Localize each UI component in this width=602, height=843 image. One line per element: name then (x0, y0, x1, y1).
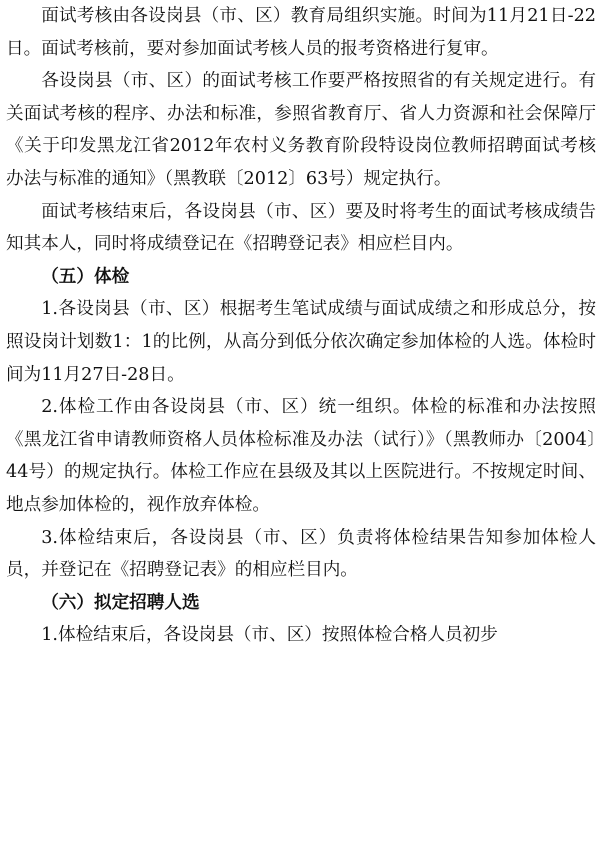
section-heading-physical-exam: （五）体检 (41, 266, 130, 287)
physical-exam-item-3: 3.体检结束后，各设岗县（市、区）负责将体检结果告知参加体检人员，并登记在《招聘登记表》的相应栏目内。 (6, 527, 596, 581)
physical-exam-item-1: 1.各设岗县（市、区）根据考生笔试成绩与面试成绩之和形成总分，按照设岗计划数1：1的比例，从高分到低分依次确定参加体检的人选。体检时间为11月27日-28日。 (6, 299, 596, 385)
physical-exam-item-2: 2.体检工作由各设岗县（市、区）统一组织。体检的标准和办法按照《黑龙江省申请教师资格人员体检标准及办法（试行）》（黑教师办〔2004〕44号）的规定执行。体检工作应在县级及其以上医院进行。不按规定时间、地点参加体检的，视作放弃体检。 (6, 397, 596, 515)
paragraph-interview-rules: 各设岗县（市、区）的面试考核工作要严格按照省的有关规定进行。有关面试考核的程序、办法和标准，参照省教育厅、省人力资源和社会保障厅《关于印发黑龙江省2012年农村义务教育阶段特设岗位教师招聘面试考核办法与标准的通知》（黑教联〔2012〕63号）规定执行。 (6, 71, 596, 189)
recruitment-item-1: 1.体检结束后，各设岗县（市、区）按照体检合格人员初步 (41, 625, 498, 646)
paragraph-interview-schedule: 面试考核由各设岗县（市、区）教育局组织实施。时间为11月21日-22日。面试考核前，要对参加面试考核人员的报考资格进行复审。 (6, 6, 596, 59)
section-heading-recruitment-candidates: （六）拟定招聘人选 (41, 592, 200, 613)
paragraph-interview-results: 面试考核结束后，各设岗县（市、区）要及时将考生的面试考核成绩告知其本人，同时将成绩登记在《招聘登记表》相应栏目内。 (6, 201, 596, 255)
document-page (6, 0, 596, 652)
